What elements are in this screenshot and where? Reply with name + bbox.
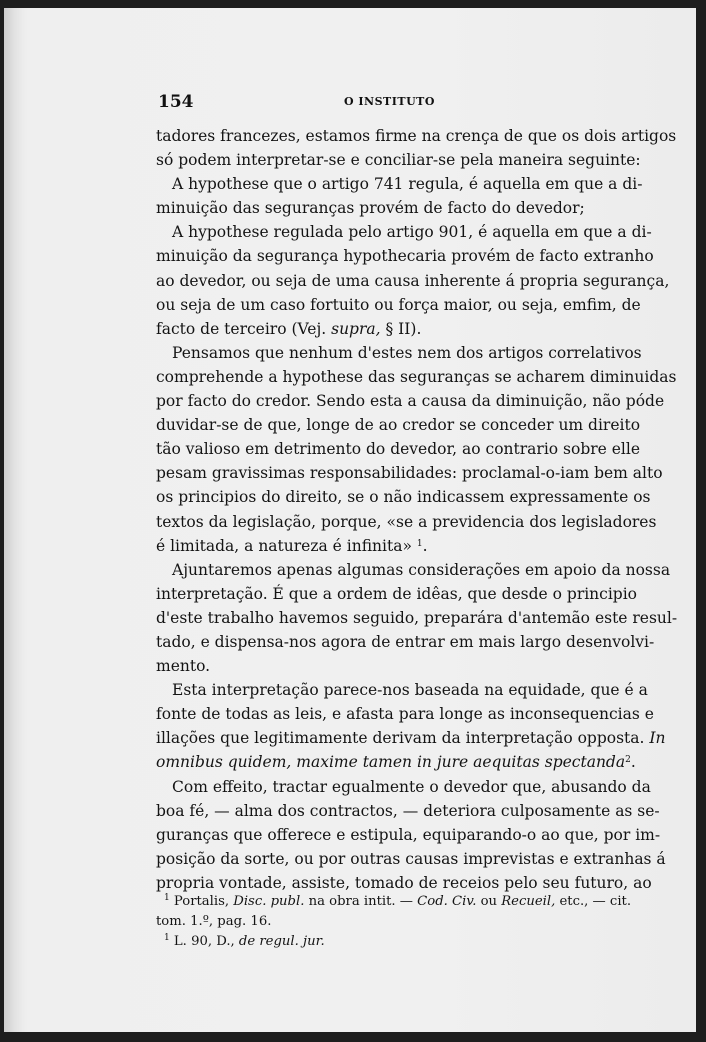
text-span: illações que legitimamente derivam da interpretação opposta. <box>156 729 650 748</box>
text-line <box>156 750 636 774</box>
text-line: Pensamos que nenhum d'estes nem dos artigos correlativos <box>172 343 642 362</box>
text-span: ou <box>476 894 502 909</box>
text-line <box>156 726 666 750</box>
running-title: O INSTITUTO <box>344 95 435 108</box>
text-line: minuição da segurança hypothecaria provém de facto extranho <box>156 247 654 266</box>
footnote-ref: 1 <box>416 538 423 549</box>
footnote-1-continued: tom. 1.º, pag. 16. <box>156 914 272 929</box>
text-span: facto de terceiro (Vej. <box>156 319 332 338</box>
text-line: ou seja de um caso fortuito ou força maior, ou seja, emfim, de <box>156 295 641 314</box>
text-line: d'este trabalho havemos seguido, preparára d'antemão este resul- <box>156 608 678 627</box>
text-line: Ajuntaremos apenas algumas considerações em apoio da nossa <box>172 560 671 579</box>
text-line: Esta interpretação parece-nos baseada na equidade, que é a <box>172 681 648 700</box>
text-span: . <box>422 536 428 555</box>
text-line <box>156 534 628 558</box>
text-span: § II). <box>380 319 422 338</box>
body-text <box>156 124 678 895</box>
footnotes <box>156 892 632 952</box>
text-span: L. 90, D., <box>169 934 239 949</box>
footnote-1 <box>156 892 632 912</box>
text-line: guranças que offerece e estipula, equiparando-o ao que, por im- <box>156 825 661 844</box>
text-span: Portalis, <box>169 894 234 909</box>
italic-span: supra, <box>331 319 381 338</box>
italic-span: Disc. publ. <box>233 894 305 909</box>
text-line: comprehende a hypothese das seguranças se acharem diminuidas <box>156 367 677 386</box>
footnote-2 <box>156 932 628 952</box>
text-line: duvidar-se de que, longe de ao credor se conceder um direito <box>156 416 641 435</box>
text-line: propria vontade, assiste, tomado de receios pelo seu futuro, ao <box>156 873 652 892</box>
text-line: A hypothese que o artigo 741 regula, é aquella em que a di- <box>172 175 643 194</box>
page-gutter <box>4 8 22 1032</box>
italic-span: de regul. jur. <box>238 934 325 949</box>
text-line: tão valioso em detrimento do devedor, ao contrario sobre elle <box>156 440 641 459</box>
text-line: A hypothese regulada pelo artigo 901, é aquella em que a di- <box>172 223 652 242</box>
footnote-ref: 2 <box>625 755 631 766</box>
footnote-mark: 1 <box>164 893 170 903</box>
page-header <box>158 92 628 114</box>
italic-span: Cod. Civ. <box>417 894 477 909</box>
footnote-mark: 1 <box>164 933 170 943</box>
italic-span: Recueil, <box>501 894 556 909</box>
text-span: é limitada, a natureza é infinita» <box>156 536 417 555</box>
text-line: textos da legislação, porque, «se a previdencia dos legisladores <box>156 512 657 531</box>
italic-span: In <box>649 729 666 748</box>
text-line: Com effeito, tractar egualmente o devedor que, abusando da <box>172 777 651 796</box>
text-line: só podem interpretar-se e conciliar-se pela maneira seguinte: <box>156 151 641 170</box>
text-span: etc., — cit. <box>555 894 632 909</box>
text-line: minuição das seguranças provém de facto do devedor; <box>156 199 585 218</box>
text-line: interpretação. É que a ordem de idêas, que desde o principio <box>156 584 638 603</box>
text-line: mento. <box>156 657 211 676</box>
text-line: tado, e dispensa-nos agora de entrar em mais largo desenvolvi- <box>156 632 655 651</box>
text-line: tadores francezes, estamos firme na crença de que os dois artigos <box>156 127 677 145</box>
text-line: boa fé, — alma dos contractos, — deteriora culposamente as se- <box>156 801 660 820</box>
page-number: 154 <box>158 92 194 112</box>
text-span: . <box>630 753 636 772</box>
text-line <box>156 317 628 341</box>
text-line: ao devedor, ou seja de uma causa inherente á propria segurança, <box>156 271 670 290</box>
text-line: os principios do direito, se o não indicassem expressamente os <box>156 488 651 507</box>
text-line: por facto do credor. Sendo esta a causa da diminuição, não póde <box>156 392 665 411</box>
text-line: pesam gravissimas responsabilidades: proclamal-o-iam bem alto <box>156 464 663 483</box>
italic-span: omnibus quidem, maxime tamen in jure aequitas spectanda <box>156 753 626 772</box>
text-line: posição da sorte, ou por outras causas imprevistas e extranhas á <box>156 849 666 868</box>
text-line: fonte de todas as leis, e afasta para longe as inconsequencias e <box>156 705 654 724</box>
text-span: na obra intit. — <box>304 894 418 909</box>
